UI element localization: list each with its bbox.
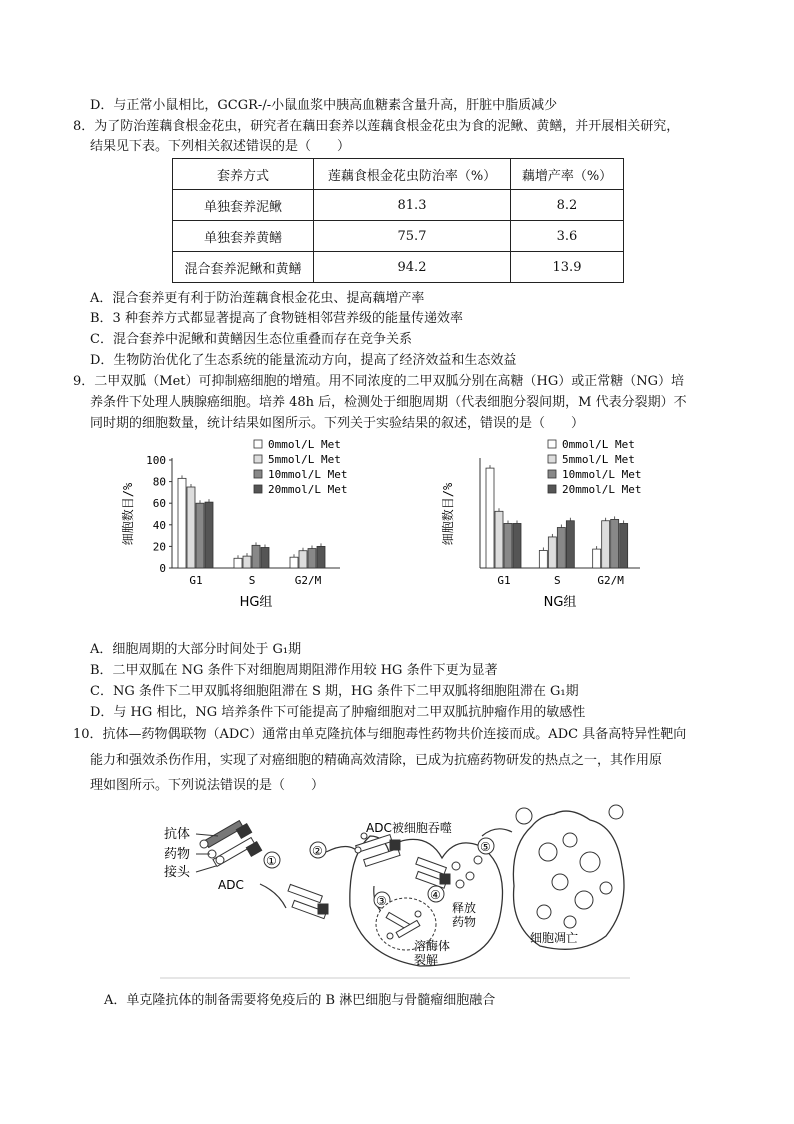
table-row [173,221,624,252]
q9-stem-line1: 9．二甲双胍（Met）可抑制癌细胞的增殖。用不同浓度的二甲双胍分别在高糖（HG）或正常糖（NG）培 [73,374,684,389]
table-cell: 混合套养泥鳅和黄鳝 [173,252,314,283]
y-tick-label: 100 [146,454,166,467]
table-header-row [173,159,624,190]
x-tick-label: S [248,574,256,587]
label-lysosome: 溶酶体 [414,939,451,953]
adc-mechanism-diagram [160,796,640,984]
hg-bar-chart [118,436,378,616]
bar [299,551,307,568]
bar [261,547,269,568]
bar [187,487,195,568]
y-tick-label: 40 [152,518,166,532]
y-tick-label: 60 [152,497,166,511]
bar [513,523,521,568]
bar [566,521,574,568]
legend-swatch [548,485,556,493]
bar [495,511,503,568]
legend-label: 0mmol/L Met [268,438,341,451]
label-drug-release: 药物 [452,915,477,929]
bar [602,521,610,568]
bar [196,503,204,568]
legend-swatch [254,455,262,463]
table-cell: 单独套养泥鳅 [173,190,314,221]
ng-bar-chart [440,436,670,616]
label-linker: 接头 [164,865,191,880]
q10-stem-line3: 理如图所示。下列说法错误的是（ ） [90,778,325,793]
bar [178,478,186,568]
table-row [173,190,624,221]
y-tick-label: 20 [152,540,166,554]
table-row [173,252,624,283]
q8-table [172,158,624,283]
legend-swatch [254,485,262,493]
y-tick-label: 80 [152,475,166,489]
legend-label: 5mmol/L Met [562,453,635,466]
step-5: ⑤ [480,840,491,854]
chart-title: HG组 [239,595,273,610]
bar [611,519,619,568]
y-axis-label: 细胞数目/% [121,482,135,546]
q8-option-d: D．生物防治优化了生态系统的能量流动方向，提高了经济效益和生态效益 [90,353,517,368]
bar [234,558,242,568]
bar [504,523,512,568]
x-tick-label: G1 [189,574,203,587]
table-header: 套养方式 [173,159,314,190]
table-header: 莲藕食根金花虫防治率（%） [314,159,511,190]
table-cell: 13.9 [511,252,624,283]
legend-swatch [548,440,556,448]
bar [593,549,601,568]
q8-stem-line1: 8．为了防治莲藕食根金花虫，研究者在藕田套养以莲藕食根金花虫为食的泥鳅、黄鳝，并开展相关研究， [73,119,680,134]
step-1: ① [266,854,277,868]
table-cell: 单独套养黄鳝 [173,221,314,252]
bar [548,537,556,568]
q7-option-d: D．与正常小鼠相比，GCGR-/-小鼠血浆中胰高血糖素含量升高，肝脏中脂质减少 [90,98,558,113]
label-adc: ADC [218,878,244,892]
bar [620,523,628,568]
legend-label: 20mmol/L Met [268,483,348,496]
legend-swatch [254,440,262,448]
y-tick-label: 0 [159,562,166,575]
y-axis-label: 细胞数目/% [441,482,455,546]
table-header: 藕增产率（%） [511,159,624,190]
bar [486,468,494,568]
q10-stem-line2: 能力和强效杀伤作用，实现了对癌细胞的精确高效清除，已成为抗癌药物研发的热点之一，其作用原 [90,753,663,768]
table-cell: 3.6 [511,221,624,252]
label-engulf: ADC被细胞吞噬 [366,821,452,835]
label-antibody: 抗体 [164,827,191,842]
bar [252,545,260,568]
legend-label: 10mmol/L Met [562,468,642,481]
legend-label: 10mmol/L Met [268,468,348,481]
q9-stem-line2: 养条件下处理人胰腺癌细胞。培养 48h 后，检测处于细胞周期（代表细胞分裂间期，M 代表分裂期）不 [90,395,687,410]
x-tick-label: S [554,574,561,587]
adc-molecule [200,821,262,867]
table-cell: 81.3 [314,190,511,221]
x-tick-label: G2/M [597,574,624,587]
q8-stem-line2: 结果见下表。下列相关叙述错误的是（ ） [90,139,351,154]
legend-swatch [254,470,262,478]
chart-title: NG组 [543,595,577,610]
legend-label: 20mmol/L Met [562,483,642,496]
q9-option-b: B．二甲双胍在 NG 条件下对细胞周期阻滞作用较 HG 条件下更为显著 [90,663,498,678]
bar [317,546,325,568]
legend-swatch [548,455,556,463]
bar [539,550,547,568]
table-cell: 75.7 [314,221,511,252]
legend-swatch [548,470,556,478]
bar [308,549,316,568]
q10-option-a: A．单克隆抗体的制备需要将免疫后的 B 淋巴细胞与骨髓瘤细胞融合 [104,993,496,1008]
q8-option-b: B．3 种套养方式都显著提高了食物链相邻营养级的能量传递效率 [90,311,463,326]
bar [290,557,298,568]
x-tick-label: G1 [497,574,511,587]
q8-option-a: A．混合套养更有利于防治莲藕食根金花虫、提高藕增产率 [90,291,425,306]
legend-label: 0mmol/L Met [562,438,635,451]
label-drug: 药物 [164,847,191,862]
bar [243,556,251,568]
q9-stem-line3: 同时期的细胞数量，统计结果如图所示。下列关于实验结果的叙述，错误的是（ ） [90,416,585,431]
q9-option-c: C．NG 条件下二甲双胍将细胞阻滞在 S 期，HG 条件下二甲双胍将细胞阻滞在 G₁期 [90,684,579,699]
q9-option-a: A．细胞周期的大部分时间处于 G₁期 [90,642,302,657]
q8-option-c: C．混合套养中泥鳅和黄鳝因生态位重叠而存在竞争关系 [90,332,412,347]
label-apoptosis: 细胞凋亡 [530,931,579,945]
label-release: 释放 [452,901,477,915]
table-cell: 8.2 [511,190,624,221]
label-lysis: 裂解 [414,953,439,967]
bar [205,502,213,568]
legend-label: 5mmol/L Met [268,453,341,466]
step-2: ② [312,844,323,858]
step-3: ③ [376,894,387,908]
table-cell: 94.2 [314,252,511,283]
q10-stem-line1: 10．抗体—药物偶联物（ADC）通常由单克隆抗体与细胞毒性药物共价连接而成。ADC 具备高特异性靶向 [73,727,687,742]
step-4: ④ [430,888,441,902]
bar [557,528,565,569]
q9-option-d: D．与 HG 相比，NG 培养条件下可能提高了肿瘤细胞对二甲双胍抗肿瘤作用的敏感性 [90,705,586,720]
x-tick-label: G2/M [294,574,322,587]
